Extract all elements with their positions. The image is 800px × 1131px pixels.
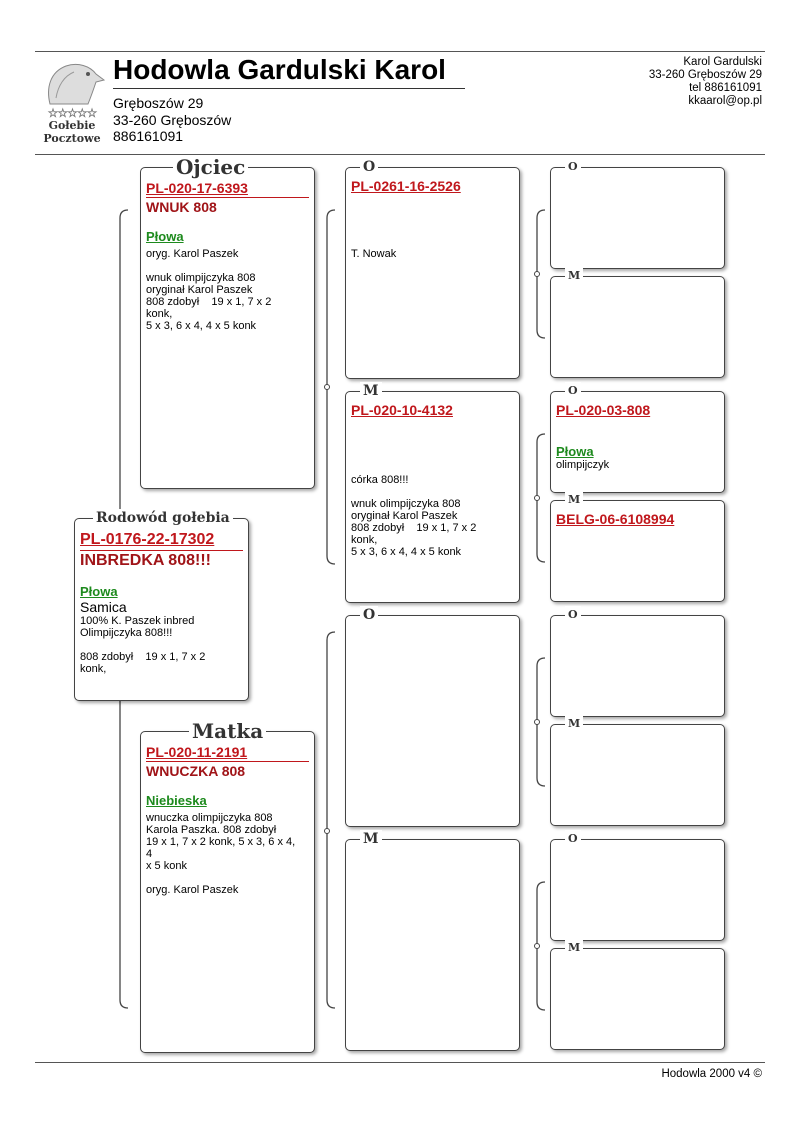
note-line: konk, [351,534,378,546]
father-notes [146,248,309,332]
note-line: 4 [146,848,153,860]
subject-color: Płowa [80,584,118,599]
note-line: oryg. Karol Paszek [146,884,239,896]
note-line: 808 zdobył 19 x 1, 7 x 2 [80,651,206,663]
mmf-legend: O [565,830,581,848]
note-line: olimpijczyk [556,459,610,471]
mother-card[interactable] [140,719,315,1053]
paternal-grandmother-card[interactable] [345,383,520,603]
owner-line: tel 886161091 [689,82,762,94]
logo-stars: ☆☆☆☆☆ [47,106,97,120]
mm-legend: M [360,830,382,848]
note-line: x 5 konk [146,860,187,872]
note-line: oryginał Karol Paszek [351,510,458,522]
note-line: 808 zdobył 19 x 1, 7 x 2 [351,522,477,534]
mother-color: Niebieska [146,793,207,808]
ff-ring-number: PL-0261-16-2526 [351,178,461,194]
maternal-grandfather-card[interactable] [345,607,520,827]
owner-line: Karol Gardulski [683,56,762,68]
ffm-legend: M [565,267,583,285]
mff-legend: O [565,606,581,624]
address-line: Gręboszów 29 [113,95,204,111]
note-line [146,260,309,272]
footer-credit: Hodowla 2000 v4 © [661,1068,762,1080]
subject-ring-number: PL-0176-22-17302 [80,531,215,548]
note-line: 19 x 1, 7 x 2 konk, 5 x 3, 6 x 4, [146,836,296,848]
owner-line: kkaarol@op.pl [688,95,762,107]
paternal-grandfather-card[interactable] [345,159,520,379]
fff-legend: O [565,158,581,176]
note-line: 808 zdobył 19 x 1, 7 x 2 [146,296,272,308]
address-line: 33-260 Gręboszów [113,111,232,128]
mmf-card[interactable] [550,832,725,941]
subject-sex: Samica [80,599,127,615]
fmf-notes [556,459,719,471]
address-line: 886161091 [113,128,184,144]
mfm-legend: M [565,715,583,733]
subject-notes [80,615,243,675]
mother-ring-number: PL-020-11-2191 [146,744,248,760]
subject-card[interactable] [74,510,249,701]
note-line: 5 x 3, 6 x 4, 4 x 5 konk [351,546,462,558]
logo-line-2: Pocztowe [43,132,101,145]
maternal-grandmother-card[interactable] [345,831,520,1051]
owner-line: 33-260 Gręboszów 29 [648,69,762,81]
note-line [351,486,514,498]
fmf-color: Płowa [556,444,594,459]
father-ring-number: PL-020-17-6393 [146,180,248,196]
fm-ring-number: PL-020-10-4132 [351,402,453,418]
fmm-ring-number: BELG-06-6108994 [556,511,675,527]
mother-name: WNUCZKA 808 [146,761,309,779]
fmf-legend: O [565,382,581,400]
mfm-card[interactable] [550,717,725,826]
note-line: oryg. Karol Paszek [146,248,239,260]
fmf-ring-number: PL-020-03-808 [556,402,651,418]
father-name: WNUK 808 [146,197,309,215]
note-line: wnuczka olimpijczyka 808 [146,812,273,824]
note-line: T. Nowak [351,248,397,260]
fmf-card[interactable] [550,384,725,493]
father-card[interactable] [140,155,315,489]
footer-rule [35,1062,765,1063]
mmm-legend: M [565,939,583,957]
note-line [146,872,309,884]
fmm-legend: M [565,491,583,509]
mother-legend: Matka [189,722,266,740]
note-line [80,639,243,651]
note-line: 100% K. Paszek inbred [80,615,195,627]
ffm-card[interactable] [550,269,725,378]
mmm-card[interactable] [550,941,725,1050]
fm-legend: M [360,382,382,400]
note-line: wnuk olimpijczyka 808 [146,272,256,284]
mother-notes [146,812,309,896]
ff-legend: O [360,158,378,176]
note-line: wnuk olimpijczyka 808 [351,498,461,510]
father-color: Płowa [146,229,184,244]
page-title: Hodowla Gardulski Karol [113,54,446,85]
mf-legend: O [360,606,378,624]
fff-card[interactable] [550,160,725,269]
note-line: córka 808!!! [351,474,409,486]
mff-card[interactable] [550,608,725,717]
father-legend: Ojciec [173,158,248,176]
note-line: oryginał Karol Paszek [146,284,253,296]
fmm-card[interactable] [550,493,725,602]
ff-notes [351,248,514,260]
note-line: 5 x 3, 6 x 4, 4 x 5 konk [146,320,257,332]
note-line: konk, [146,308,173,320]
note-line: Karola Paszka. 808 zdobył [146,824,277,836]
logo-line-1: Gołebie [48,119,96,132]
subject-legend: Rodowód gołebia [93,509,233,527]
note-line: Olimpijczyka 808!!! [80,627,173,639]
subject-name: INBREDKA 808!!! [80,550,243,570]
note-line: konk, [80,663,107,675]
fm-notes [351,474,514,558]
